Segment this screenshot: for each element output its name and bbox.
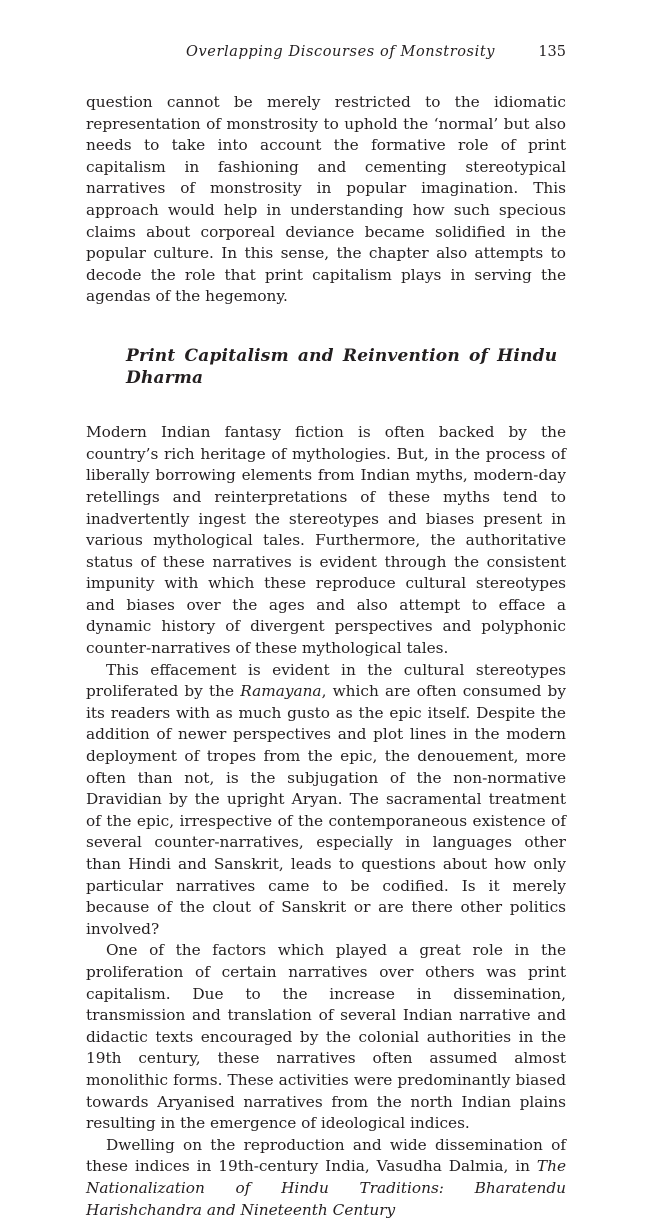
title-ramayana: Ramayana (240, 682, 322, 701)
body-text (86, 92, 566, 1221)
paragraph-2: Modern Indian fantasy fiction is often backed by the country’s rich heritage of mythologies. But, in the process of liberally borrowing elements from Indian myths, modern-day retellings and reinterpretations of these myths tend to inadvertently ingest the stereotypes and biases present in various mythological tales. Furthermore, the authoritative status of these narratives is evident through the consistent impunity with which these reproduce cultural stereotypes and biases over the ages and also attempt to efface a dynamic history of divergent perspectives and polyphonic counter-narratives of these mythological tales. (86, 423, 566, 658)
book-title-citation: The Nationalization of Hindu Traditions: Bharatendu Harishchandra and Nineteenth Century (86, 1157, 566, 1219)
paragraph-5 (86, 1135, 566, 1221)
paragraph-5-text: Dwelling on the reproduction and wide dissemination of these indices in 19th-century India, Vasudha Dalmia, in (86, 1135, 566, 1176)
paragraph-3-text-a: This effacement is evident in the cultural stereotypes proliferated by the (86, 660, 566, 701)
paragraph-4: One of the factors which played a great role in the proliferation of certain narratives over others was print capitalism. Due to the increase in dissemination, transmission and translation of several Indian narrative and didactic texts encouraged by the colonial authorities in the 19th century, these narratives often assumed almost monolithic forms. These activities were predominantly biased towards Aryanised narratives from the north Indian plains resulting in the emergence of ideological indices. (86, 941, 566, 1133)
section-heading: Print Capitalism and Reinvention of Hindu Dharma (126, 345, 558, 388)
running-head (86, 44, 568, 66)
paragraph-1: question cannot be merely restricted to the idiomatic representation of monstrosity to uphold the ‘normal’ but also needs to take into account the formative role of print capitalism in fashioning and cementing stereotypical narratives of monstrosity in popular imagination. This approach would help in understanding how such specious claims about corporeal deviance became solidified in the popular culture. In this sense, the chapter also attempts to decode the role that print capitalism plays in serving the agendas of the hegemony. (86, 93, 566, 306)
page-number: 135 (538, 44, 566, 60)
paragraph-3 (86, 660, 566, 941)
paragraph-3-text-b: , which are often consumed by its readers with as much gusto as the epic itself. Despite the addition of newer perspectives and plot lines in the modern deployment of tropes from the epic, the denouement, more often than not, is the subjugation of the non-normative Dravidian by the upright Aryan. The sacramental treatment of the epic, irrespective of the contemporaneous existence of several counter-narratives, especially in languages other than Hindi and Sanskrit, leads to questions about how only particular narratives came to be codified. Is it merely because of the clout of Sanskrit or are there other politics involved? (86, 682, 566, 938)
running-title: Overlapping Discourses of Monstrosity (186, 44, 496, 60)
